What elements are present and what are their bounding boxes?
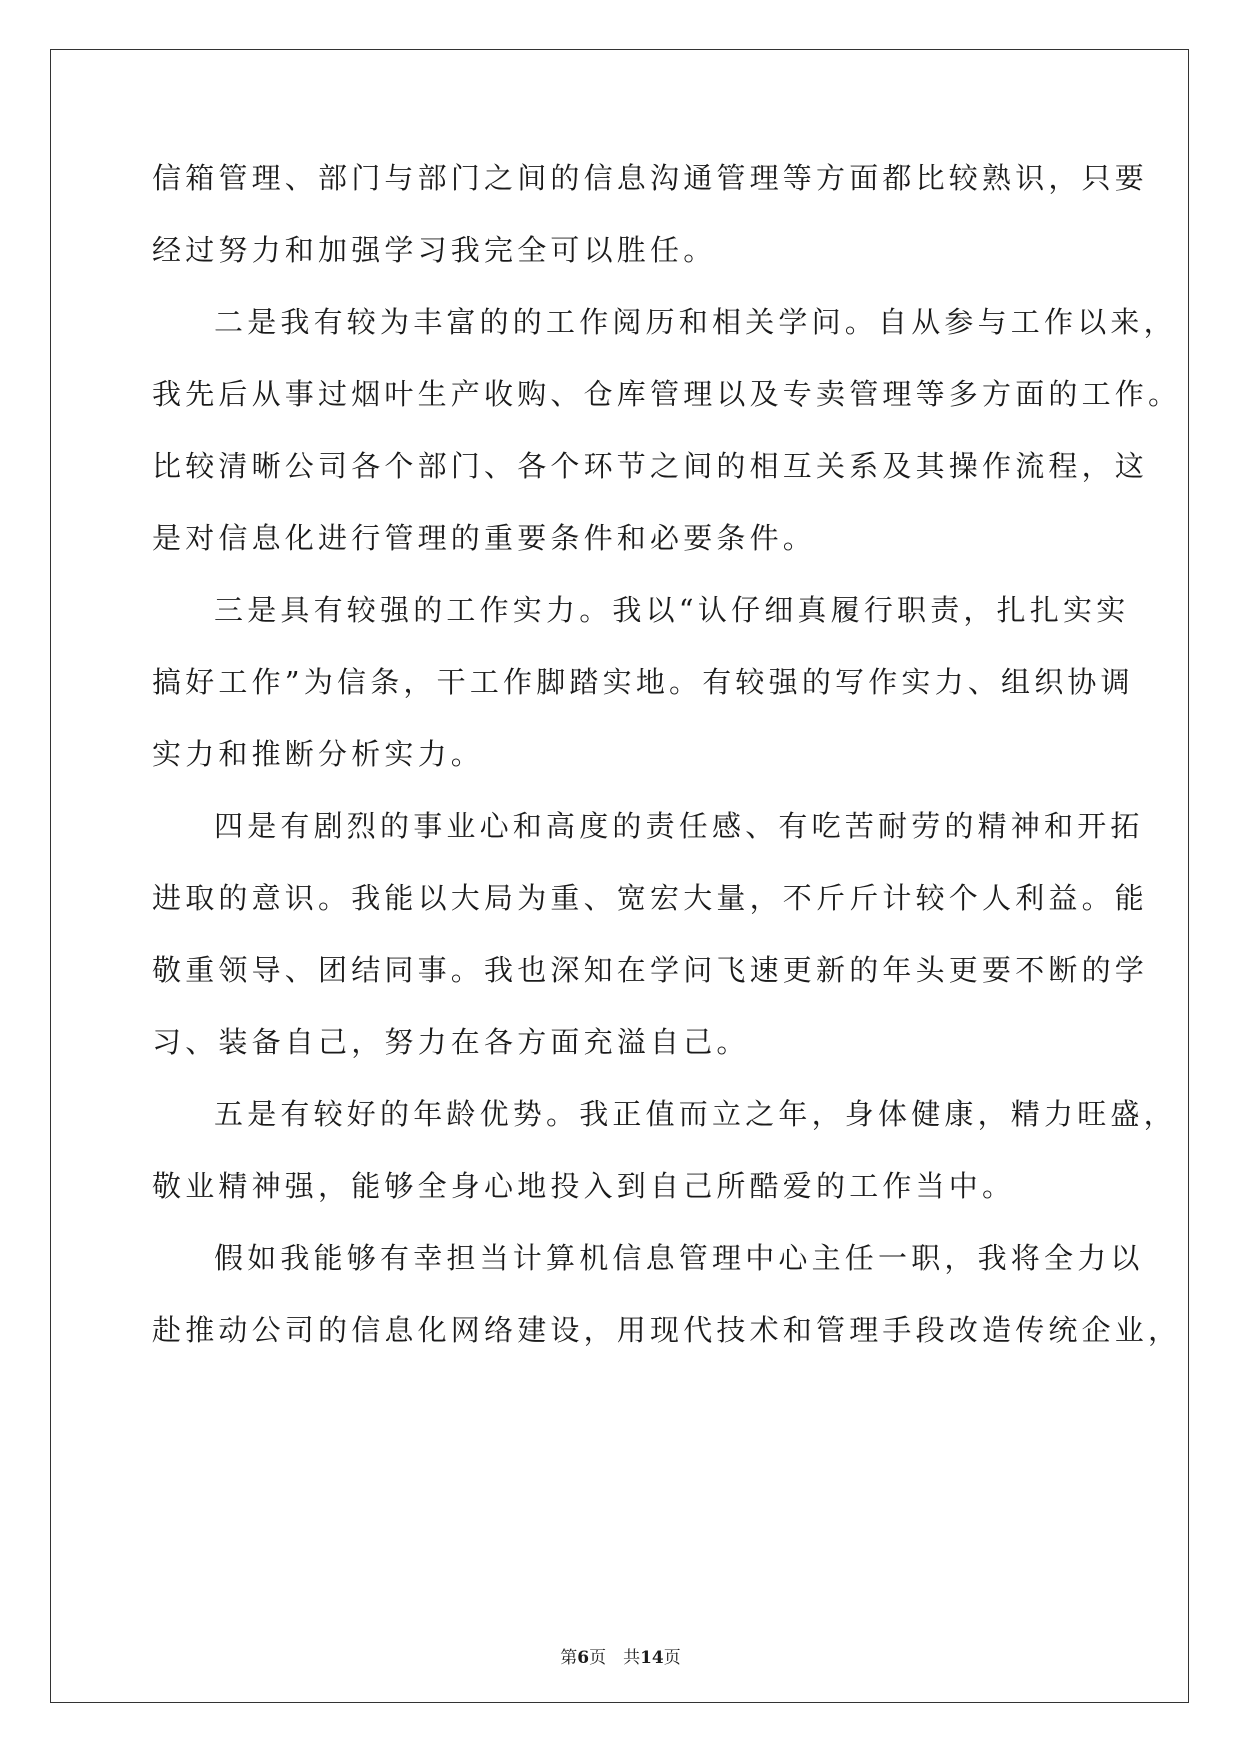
footer-page-total: 14 [640,1648,664,1668]
text-line: 赴推动公司的信息化网络建设，用现代技术和管理手段改造传统企业， [152,1313,1182,1347]
text-line: 搞好工作”为信条，干工作脚踏实地。有较强的写作实力、组织协调 [152,665,1134,699]
text-line: 比较清晰公司各个部门、各个环节之间的相互关系及其操作流程，这 [152,449,1149,483]
text-line: 敬业精神强，能够全身心地投入到自己所酷爱的工作当中。 [152,1169,1016,1203]
text-line: 假如我能够有幸担当计算机信息管理中心主任一职，我将全力以 [214,1241,1144,1275]
text-line: 是对信息化进行管理的重要条件和必要条件。 [152,521,817,555]
text-line: 三是具有较强的工作实力。我以“认仔细真履行职责，扎扎实实 [214,593,1130,627]
text-line: 进取的意识。我能以大局为重、宽宏大量，不斤斤计较个人利益。能 [152,881,1149,915]
page-footer [0,1643,1241,1668]
text-line: 实力和推断分析实力。 [152,737,485,771]
text-line: 敬重领导、团结同事。我也深知在学问飞速更新的年头更要不断的学 [152,953,1149,987]
footer-page-mid: 页 共 [589,1648,641,1668]
text-line: 二是我有较为丰富的的工作阅历和相关学问。自从参与工作以来， [214,305,1177,339]
page-border [50,49,1189,1703]
text-line: 经过努力和加强学习我完全可以胜任。 [152,233,717,267]
text-line: 五是有较好的年龄优势。我正值而立之年，身体健康，精力旺盛， [214,1097,1177,1131]
footer-page-prefix: 第 [560,1648,578,1668]
text-line: 四是有剧烈的事业心和高度的责任感、有吃苦耐劳的精神和开拓 [214,809,1144,843]
text-line: 我先后从事过烟叶生产收购、仓库管理以及专卖管理等多方面的工作。 [152,377,1182,411]
footer-page-current: 6 [577,1648,590,1668]
footer-page-suffix: 页 [663,1648,681,1668]
text-line: 习、装备自己，努力在各方面充溢自己。 [152,1025,750,1059]
text-line: 信箱管理、部门与部门之间的信息沟通管理等方面都比较熟识，只要 [152,161,1149,195]
